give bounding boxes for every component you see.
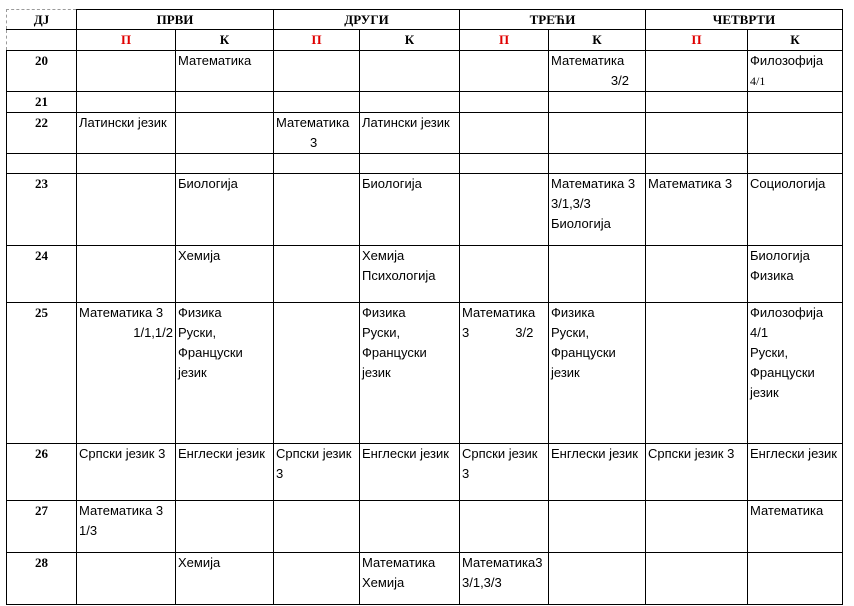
subject-label: Латински језик (79, 115, 167, 130)
day-cell: 27 (7, 501, 77, 553)
subject-label: Математика 3 (648, 176, 733, 191)
day-cell: 26 (7, 444, 77, 501)
subject-label: Енглески језик (178, 446, 265, 461)
table-row (7, 154, 843, 174)
subject-label: Математика (551, 53, 625, 68)
group-label: 4/1 (750, 74, 766, 88)
table-row (7, 553, 843, 605)
subject-label: Математика (178, 53, 252, 68)
table-row (7, 174, 843, 246)
cell-second-k (360, 51, 460, 92)
day-cell: 25 (7, 303, 77, 444)
subject-label: Математика3 (462, 555, 543, 570)
subject-label: Хемија (362, 248, 405, 263)
cell-first-k (176, 303, 274, 444)
cell-second-p (274, 553, 360, 605)
group-label: 4/1 (750, 325, 769, 340)
cell-fourth-k (748, 113, 843, 154)
cell-second-k (360, 246, 460, 303)
subject-label: Француски (362, 345, 427, 360)
subject-label: Српски језик 3 (79, 446, 166, 461)
subject-label: Српски језик (462, 446, 538, 461)
cell-second-p (274, 113, 360, 154)
cell-second-p (274, 51, 360, 92)
group-label: 3 (310, 135, 318, 150)
cell-second-k (360, 501, 460, 553)
cell-third-k (549, 444, 646, 501)
cell-fourth-k (748, 303, 843, 444)
cell-first-p (77, 246, 176, 303)
subject-label: Хемија (178, 555, 221, 570)
group-label: 3 (462, 466, 470, 481)
day-cell: 24 (7, 246, 77, 303)
subject-label: Француски (178, 345, 243, 360)
cell-fourth-p (646, 303, 748, 444)
table-row (7, 92, 843, 113)
group-label: 1/1,1/2 (133, 325, 173, 340)
subject-label: Руски, (178, 325, 217, 340)
cell-fourth-k (748, 501, 843, 553)
cell-first-k (176, 501, 274, 553)
cell-first-p (77, 553, 176, 605)
subject-label: Хемија (178, 248, 221, 263)
subject-label: језик (750, 385, 779, 400)
subject-label: Српски језик (276, 446, 352, 461)
cell-fourth-p (646, 553, 748, 605)
group-label: 3/2 (515, 325, 534, 340)
cell-third-k (549, 154, 646, 174)
group-label: 3/2 (610, 73, 629, 88)
subject-label: Физика (551, 305, 595, 320)
subheader-k: К (549, 30, 646, 51)
subject-label: Енглески језик (750, 446, 837, 461)
day-cell: 21 (7, 92, 77, 113)
cell-fourth-p (646, 246, 748, 303)
day-cell: 23 (7, 174, 77, 246)
cell-third-p (460, 246, 549, 303)
subject-label: Физика (362, 305, 406, 320)
class-header-first: ПРВИ (77, 10, 274, 30)
cell-first-k (176, 553, 274, 605)
day-cell: 22 (7, 113, 77, 154)
cell-second-p (274, 303, 360, 444)
group-label: 1/3 (79, 523, 98, 538)
table-row (7, 51, 843, 92)
cell-first-p (77, 444, 176, 501)
group-label: 3/1,3/3 (462, 575, 502, 590)
header-row (7, 10, 843, 30)
schedule-table (6, 9, 843, 605)
cell-second-p (274, 92, 360, 113)
subject-label: језик (551, 365, 580, 380)
cell-first-k (176, 174, 274, 246)
cell-third-k (549, 553, 646, 605)
cell-first-p (77, 92, 176, 113)
cell-third-k (549, 92, 646, 113)
cell-third-p (460, 154, 549, 174)
cell-third-k (549, 303, 646, 444)
cell-second-k (360, 113, 460, 154)
cell-second-p (274, 444, 360, 501)
cell-third-p (460, 51, 549, 92)
cell-first-p (77, 113, 176, 154)
cell-second-k (360, 92, 460, 113)
cell-second-k (360, 444, 460, 501)
cell-second-p (274, 246, 360, 303)
cell-second-p (274, 154, 360, 174)
cell-third-p (460, 303, 549, 444)
cell-third-p (460, 92, 549, 113)
subject-label: Математика (462, 305, 536, 320)
cell-first-p (77, 303, 176, 444)
cell-first-p (77, 174, 176, 246)
cell-fourth-k (748, 553, 843, 605)
cell-second-k (360, 303, 460, 444)
subject-label: Математика 3 (79, 503, 164, 518)
subject-label: Хемија (362, 575, 405, 590)
cell-third-p (460, 113, 549, 154)
cell-first-k (176, 154, 274, 174)
subject-label: Биологија (551, 216, 611, 231)
subheader-blank (7, 30, 77, 51)
subheader-k: К (176, 30, 274, 51)
subject-label: језик (362, 365, 391, 380)
cell-third-k (549, 501, 646, 553)
cell-first-k (176, 51, 274, 92)
cell-first-k (176, 246, 274, 303)
subject-label: језик (178, 365, 207, 380)
cell-third-k (549, 51, 646, 92)
class-header-third: ТРЕЋИ (460, 10, 646, 30)
table-row (7, 444, 843, 501)
subheader-p: П (77, 30, 176, 51)
cell-third-p (460, 553, 549, 605)
cell-first-k (176, 113, 274, 154)
subject-label: Социологија (750, 176, 826, 191)
day-cell (7, 154, 77, 174)
cell-fourth-k (748, 246, 843, 303)
class-header-fourth: ЧЕТВРТИ (646, 10, 843, 30)
table-row (7, 246, 843, 303)
subject-label: Математика 3 (79, 305, 164, 320)
subject-label: Физика (178, 305, 222, 320)
cell-first-k (176, 92, 274, 113)
cell-fourth-p (646, 92, 748, 113)
cell-first-p (77, 154, 176, 174)
subject-label: Филозофија (750, 305, 824, 320)
cell-third-k (549, 174, 646, 246)
cell-first-p (77, 501, 176, 553)
subject-label: Математика 3 (551, 176, 636, 191)
subject-label: Француски (750, 365, 815, 380)
cell-second-k (360, 553, 460, 605)
day-cell: 20 (7, 51, 77, 92)
day-cell: 28 (7, 553, 77, 605)
subject-label: Математика (276, 115, 350, 130)
cell-fourth-k (748, 154, 843, 174)
table-row (7, 501, 843, 553)
day-column-header: ДЈ (7, 10, 77, 30)
cell-fourth-p (646, 113, 748, 154)
cell-second-p (274, 174, 360, 246)
cell-fourth-p (646, 501, 748, 553)
cell-fourth-k (748, 51, 843, 92)
subject-label: Биологија (750, 248, 810, 263)
table-row (7, 113, 843, 154)
subject-label: Математика (362, 555, 436, 570)
subject-label: Физика (750, 268, 794, 283)
subject-label: Математика (750, 503, 824, 518)
cell-fourth-p (646, 154, 748, 174)
subject-label: Биологија (178, 176, 238, 191)
cell-fourth-k (748, 174, 843, 246)
subject-label: Руски, (750, 345, 789, 360)
cell-first-k (176, 444, 274, 501)
subject-label: Енглески језик (362, 446, 449, 461)
subject-label: Латински језик (362, 115, 450, 130)
cell-second-k (360, 154, 460, 174)
subject-label: Руски, (551, 325, 590, 340)
group-label: 3 (276, 466, 284, 481)
cell-fourth-k (748, 92, 843, 113)
subheader-p: П (646, 30, 748, 51)
cell-fourth-p (646, 174, 748, 246)
subject-label: Психологија (362, 268, 436, 283)
cell-first-p (77, 51, 176, 92)
subject-label: Српски језик 3 (648, 446, 735, 461)
cell-third-p (460, 174, 549, 246)
subheader-k: К (748, 30, 843, 51)
subject-label: Филозофија (750, 53, 824, 68)
cell-third-k (549, 113, 646, 154)
group-label: 3 (462, 325, 470, 340)
subject-label: Руски, (362, 325, 401, 340)
table-row (7, 303, 843, 444)
cell-fourth-k (748, 444, 843, 501)
subheader-row (7, 30, 843, 51)
subheader-p: П (274, 30, 360, 51)
cell-third-p (460, 501, 549, 553)
cell-second-k (360, 174, 460, 246)
subheader-k: К (360, 30, 460, 51)
cell-fourth-p (646, 444, 748, 501)
subject-label: Биологија (362, 176, 422, 191)
cell-third-k (549, 246, 646, 303)
cell-fourth-p (646, 51, 748, 92)
subheader-p: П (460, 30, 549, 51)
cell-third-p (460, 444, 549, 501)
group-label: 3/1,3/3 (551, 196, 591, 211)
cell-second-p (274, 501, 360, 553)
subject-label: Енглески језик (551, 446, 638, 461)
schedule-sheet (6, 9, 843, 605)
subject-label: Француски (551, 345, 616, 360)
class-header-second: ДРУГИ (274, 10, 460, 30)
